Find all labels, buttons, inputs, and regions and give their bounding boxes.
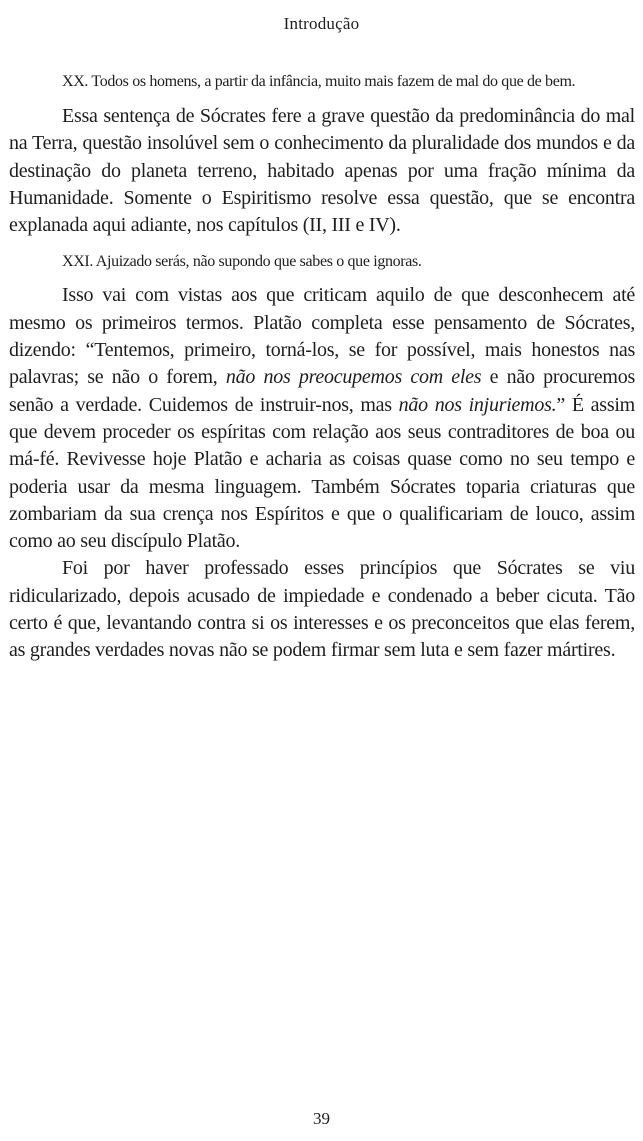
paragraph-text-segment: Isso vai com vistas aos que criticam aquilo de que desconhecem até mesmo os primeiros termos. Platão completa esse pensamento de Sócrates, dizendo: “Tentemos, primeiro, torná-los, se for possível, mais honestos nas palavras; se não o forem, xyxy=(9,284,635,389)
italic-quote-segment: não nos preocupemos com eles xyxy=(225,366,482,389)
paragraph-socrates-fate: Foi por haver professado esses princípios que Sócrates se viu ridicularizado, depois acusado de impiedade e condenado a beber cicuta. Tão certo é que, levantando contra si os interesses e os preconceitos que elas ferem, as grandes verdades novas não se podem firmar sem luta e sem fazer mártires. xyxy=(9,557,635,662)
page-body xyxy=(9,71,635,665)
running-header: Introdução xyxy=(283,14,360,33)
page-number: 39 xyxy=(313,1109,330,1128)
italic-quote-segment: não nos injuriemos. xyxy=(398,393,557,416)
maxim-xx: XX. Todos os homens, a partir da infância, muito mais fazem de mal do que de bem. xyxy=(62,73,576,90)
paragraph-commentary-xx: Essa sentença de Sócrates fere a grave questão da predominância do mal na Terra, questão insolúvel sem o conhecimento da pluralidade dos mundos e da destinação do planeta terreno, habitado apenas por uma fração mínima da Humanidade. Somente o Espiritismo resolve essa questão, que se encontra explanada aqui adiante, nos capítulos (II, III e IV). xyxy=(9,105,635,237)
paragraph-commentary-xxi xyxy=(9,282,635,555)
maxim-xxi: XXI. Ajuizado serás, não supondo que sabes o que ignoras. xyxy=(62,253,422,271)
paragraph-text-segment: ” É assim que devem proceder os espíritas com relação aos seus contraditores de boa ou má-fé. Revivesse hoje Platão e acharia as coisas quase como no seu tempo e poderia usar da mesma linguagem. Também Sócrates toparia criaturas que zombariam da sua crença nos Espíritos e que o qualificariam de louco, assim como ao seu discípulo Platão. xyxy=(9,393,635,553)
paragraph-text-segment: e não procuremos senão a verdade. Cuidemos de instruir-nos, mas xyxy=(9,366,635,416)
